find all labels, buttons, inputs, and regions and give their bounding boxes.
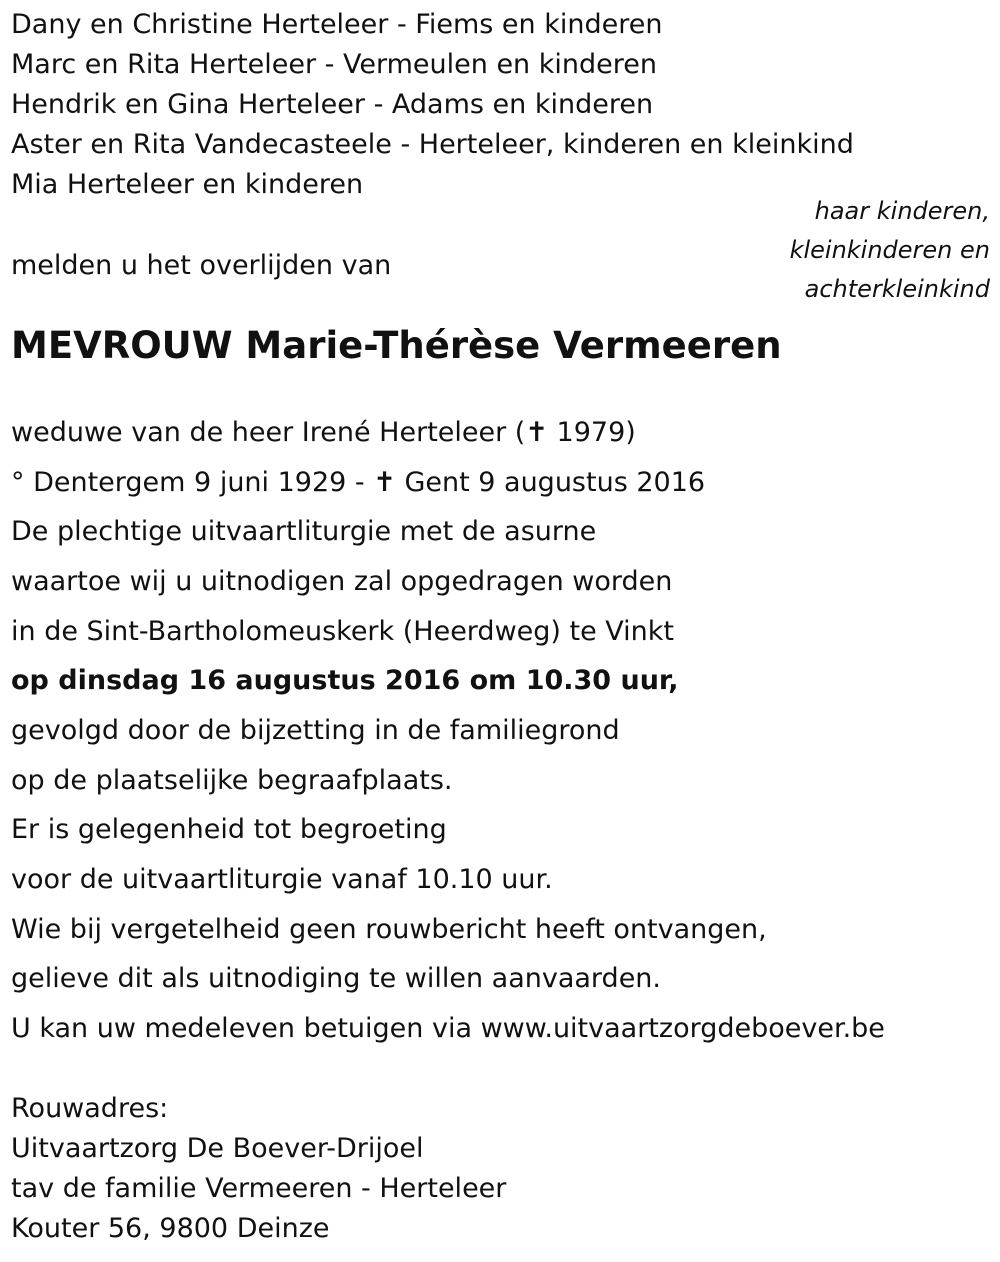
- service-datetime: op dinsdag 16 augustus 2016 om 10.30 uur,: [11, 665, 679, 696]
- side-note-line: haar kinderen,: [814, 197, 990, 225]
- family-line: Mia Herteleer en kinderen: [11, 169, 364, 200]
- address-line: Kouter 56, 9800 Deinze: [11, 1213, 330, 1244]
- details-line: Wie bij vergetelheid geen rouwbericht heeft ontvangen,: [11, 914, 767, 945]
- dates-line: ° Dentergem 9 juni 1929 - ✝ Gent 9 augustus 2016: [11, 467, 706, 498]
- side-note-line: achterkleinkind: [804, 275, 990, 303]
- family-line: Dany en Christine Herteleer - Fiems en kinderen: [11, 9, 663, 40]
- family-line: Marc en Rita Herteleer - Vermeulen en kinderen: [11, 49, 657, 80]
- family-line: Aster en Rita Vandecasteele - Herteleer, kinderen en kleinkind: [11, 129, 854, 160]
- widow-line: weduwe van de heer Irené Herteleer (✝ 1979): [11, 417, 636, 448]
- details-line: voor de uitvaartliturgie vanaf 10.10 uur.: [11, 864, 553, 895]
- condolence-line: U kan uw medeleven betuigen via www.uitvaartzorgdeboever.be: [11, 1013, 885, 1044]
- address-line: tav de familie Vermeeren - Herteleer: [11, 1173, 507, 1204]
- details-line: Er is gelegenheid tot begroeting: [11, 814, 447, 845]
- details-line: gevolgd door de bijzetting in de familiegrond: [11, 715, 620, 746]
- announce-text: melden u het overlijden van: [11, 250, 392, 281]
- family-line: Hendrik en Gina Herteleer - Adams en kinderen: [11, 89, 654, 120]
- details-line: waartoe wij u uitnodigen zal opgedragen worden: [11, 566, 673, 597]
- details-line: De plechtige uitvaartliturgie met de asurne: [11, 516, 597, 547]
- address-label: Rouwadres:: [11, 1093, 169, 1124]
- details-line: in de Sint-Bartholomeuskerk (Heerdweg) te Vinkt: [11, 616, 675, 647]
- side-note-line: kleinkinderen en: [789, 236, 990, 264]
- deceased-name: MEVROUW Marie-Thérèse Vermeeren: [11, 324, 782, 367]
- side-note: [790, 192, 990, 309]
- details-line: gelieve dit als uitnodiging te willen aanvaarden.: [11, 963, 662, 994]
- details-line: op de plaatselijke begraafplaats.: [11, 765, 453, 796]
- address-line: Uitvaartzorg De Boever-Drijoel: [11, 1133, 424, 1164]
